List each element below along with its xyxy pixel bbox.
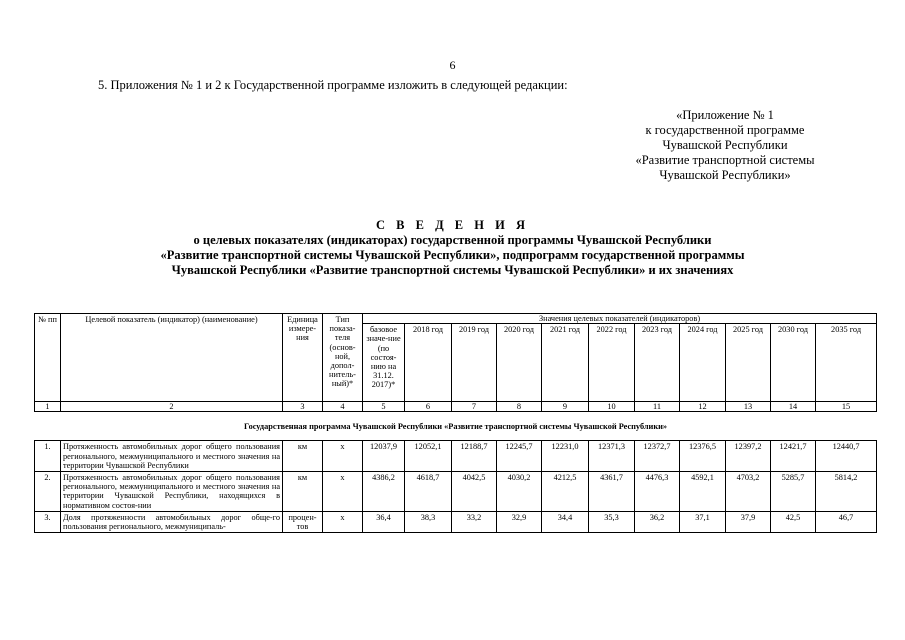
row-value: 12440,7 bbox=[816, 441, 877, 472]
row-value: 4212,5 bbox=[542, 472, 589, 512]
row-value: 4592,1 bbox=[680, 472, 726, 512]
row-value: 12052,1 bbox=[405, 441, 452, 472]
heading-line: «Развитие транспортной системы Чувашской Республики», подпрограмм государственной программы bbox=[160, 248, 745, 262]
row-indicator-name: Протяженность автомобильных дорог общего пользования регионального, межмуниципального и местного значения на территории Чувашской Республики, находящихся в нормативном состоя-нии bbox=[61, 472, 283, 512]
row-type: х bbox=[323, 511, 363, 532]
table-row bbox=[35, 511, 877, 532]
row-value: 12371,3 bbox=[589, 441, 635, 472]
column-number: 13 bbox=[726, 402, 771, 412]
row-value: 12372,7 bbox=[635, 441, 680, 472]
appendix-line: «Развитие транспортной системы bbox=[635, 153, 815, 167]
row-value: 12188,7 bbox=[452, 441, 497, 472]
row-value: 4030,2 bbox=[497, 472, 542, 512]
table-row bbox=[35, 472, 877, 512]
header-unit: Единица измере-ния bbox=[283, 314, 323, 402]
column-number: 8 bbox=[497, 402, 542, 412]
row-value: 4361,7 bbox=[589, 472, 635, 512]
row-value: 12245,7 bbox=[497, 441, 542, 472]
row-unit: км bbox=[283, 441, 323, 472]
header-year: 2020 год bbox=[497, 324, 542, 402]
header-year: 2030 год bbox=[771, 324, 816, 402]
intro-paragraph: 5. Приложения № 1 и 2 к Государственной программе изложить в следующей редакции: bbox=[98, 78, 568, 92]
column-number: 9 bbox=[542, 402, 589, 412]
row-value: 12037,9 bbox=[363, 441, 405, 472]
column-number: 5 bbox=[363, 402, 405, 412]
row-value: 37,1 bbox=[680, 511, 726, 532]
header-year: 2019 год bbox=[452, 324, 497, 402]
row-value: 12421,7 bbox=[771, 441, 816, 472]
header-year: 2022 год bbox=[589, 324, 635, 402]
header-year: 2024 год bbox=[680, 324, 726, 402]
row-value: 32,9 bbox=[497, 511, 542, 532]
row-unit: процен-тов bbox=[283, 511, 323, 532]
row-value: 42,5 bbox=[771, 511, 816, 532]
row-num: 1. bbox=[35, 441, 61, 472]
row-value: 4386,2 bbox=[363, 472, 405, 512]
header-year: 2025 год bbox=[726, 324, 771, 402]
header-year: 2021 год bbox=[542, 324, 589, 402]
row-value: 36,4 bbox=[363, 511, 405, 532]
column-number: 7 bbox=[452, 402, 497, 412]
section-row bbox=[35, 412, 877, 441]
column-number: 1 bbox=[35, 402, 61, 412]
indicators-table bbox=[34, 313, 877, 533]
header-year: 2023 год bbox=[635, 324, 680, 402]
header-year: 2018 год bbox=[405, 324, 452, 402]
section-title: Государственная программа Чувашской Республики «Развитие транспортной системы Чувашской Республики» bbox=[244, 421, 668, 431]
row-value: 4476,3 bbox=[635, 472, 680, 512]
column-number: 14 bbox=[771, 402, 816, 412]
row-value: 5814,2 bbox=[816, 472, 877, 512]
row-indicator-name: Протяженность автомобильных дорог общего пользования регионального, межмуниципального и местного значения на территории Чувашской Республики bbox=[61, 441, 283, 472]
table-header-row bbox=[35, 314, 877, 324]
header-type: Тип показа-теля (основ-ной, допол-нитель-ный)* bbox=[323, 314, 363, 402]
row-value: 36,2 bbox=[635, 511, 680, 532]
row-value: 4703,2 bbox=[726, 472, 771, 512]
row-value: 35,3 bbox=[589, 511, 635, 532]
appendix-line: Чувашской Республики bbox=[662, 138, 788, 152]
row-type: х bbox=[323, 472, 363, 512]
appendix-reference bbox=[590, 108, 860, 183]
row-value: 46,7 bbox=[816, 511, 877, 532]
heading-line: Чувашской Республики «Развитие транспортной системы Чувашской Республики» и их значениях bbox=[171, 263, 734, 277]
appendix-line: к государственной программе bbox=[645, 123, 805, 137]
row-value: 5285,7 bbox=[771, 472, 816, 512]
heading-line: о целевых показателях (индикаторах) государственной программы Чувашской Республики bbox=[193, 233, 712, 247]
row-value: 12397,2 bbox=[726, 441, 771, 472]
appendix-line: «Приложение № 1 bbox=[676, 108, 774, 122]
row-value: 4618,7 bbox=[405, 472, 452, 512]
header-values-group: Значения целевых показателей (индикаторов) bbox=[363, 314, 877, 324]
row-value: 4042,5 bbox=[452, 472, 497, 512]
header-base: базовое значе-ние (по состоя-нию на 31.12. 2017)* bbox=[363, 324, 405, 402]
row-unit: км bbox=[283, 472, 323, 512]
column-number: 6 bbox=[405, 402, 452, 412]
column-number: 2 bbox=[61, 402, 283, 412]
header-indicator: Целевой показатель (индикатор) (наименование) bbox=[61, 314, 283, 402]
column-number: 11 bbox=[635, 402, 680, 412]
row-num: 2. bbox=[35, 472, 61, 512]
row-value: 12231,0 bbox=[542, 441, 589, 472]
page-number: 6 bbox=[449, 58, 456, 72]
document-heading bbox=[80, 218, 825, 278]
appendix-line: Чувашской Республики» bbox=[659, 168, 791, 182]
row-value: 34,4 bbox=[542, 511, 589, 532]
row-value: 12376,5 bbox=[680, 441, 726, 472]
row-value: 33,2 bbox=[452, 511, 497, 532]
column-numbers-row bbox=[35, 402, 877, 412]
column-number: 15 bbox=[816, 402, 877, 412]
row-value: 37,9 bbox=[726, 511, 771, 532]
column-number: 10 bbox=[589, 402, 635, 412]
row-value: 38,3 bbox=[405, 511, 452, 532]
row-type: х bbox=[323, 441, 363, 472]
row-indicator-name: Доля протяженности автомобильных дорог обще-го пользования регионального, межмуниципаль- bbox=[61, 511, 283, 532]
row-num: 3. bbox=[35, 511, 61, 532]
table-row bbox=[35, 441, 877, 472]
heading-title: С В Е Д Е Н И Я bbox=[376, 218, 529, 232]
column-number: 12 bbox=[680, 402, 726, 412]
header-year: 2035 год bbox=[816, 324, 877, 402]
column-number: 3 bbox=[283, 402, 323, 412]
header-num: № пп bbox=[35, 314, 61, 402]
column-number: 4 bbox=[323, 402, 363, 412]
